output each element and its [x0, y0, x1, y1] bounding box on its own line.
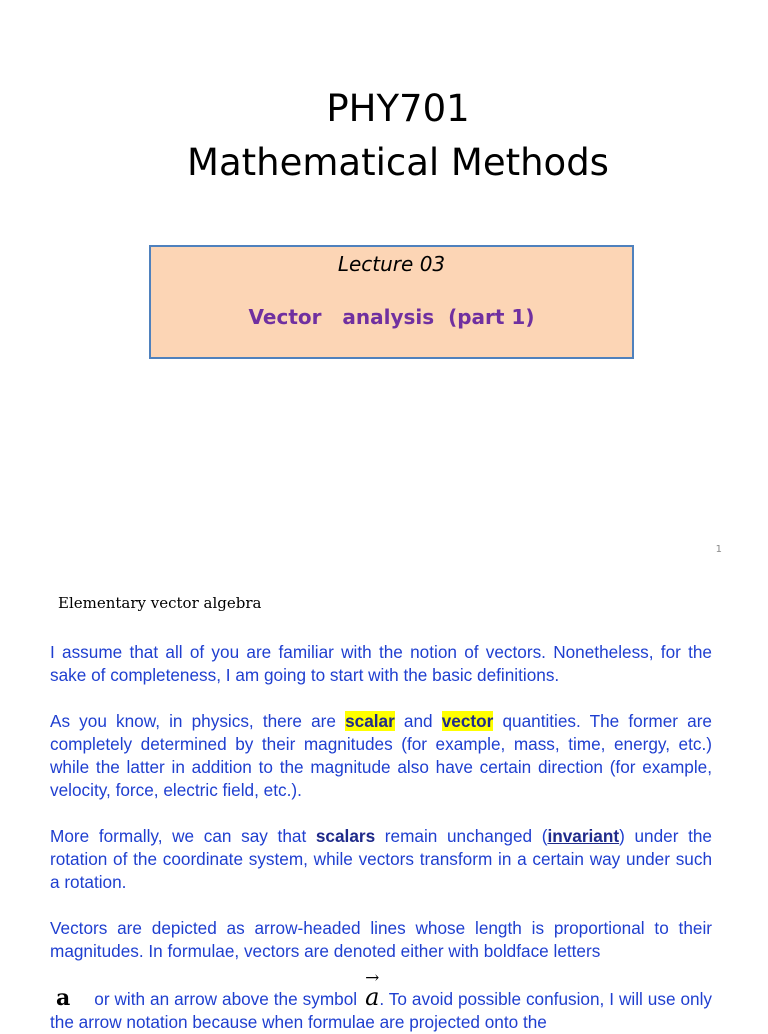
lecture-box: [149, 245, 634, 359]
scalar-term: scalar: [345, 711, 395, 731]
section-heading: Elementary vector algebra: [58, 594, 262, 612]
lecture-number: Lecture 03: [337, 252, 446, 276]
vector-term: vector: [441, 711, 494, 731]
p5-period: .: [379, 989, 385, 1009]
p5-mid: or with an arrow above the symbol: [94, 989, 358, 1009]
paragraph-5: [50, 983, 712, 1034]
p2-intro: As you know, in physics, there are: [50, 711, 346, 731]
course-title: Mathematical Methods: [187, 141, 609, 184]
scalars-term: scalars: [315, 826, 376, 846]
page-number: 1: [715, 544, 722, 555]
p3-rest: ) under the rotation of the coordinate system, while vectors transform in a certain way under such a rotation.: [50, 826, 712, 892]
p5-rest: To avoid possible confusion, I will use only the arrow notation because when formulae are projected onto the: [50, 989, 712, 1032]
p2-and: and: [394, 711, 442, 731]
paragraph-2: [50, 710, 712, 802]
p3-mid: remain unchanged (: [375, 826, 548, 846]
course-code: PHY701: [326, 87, 470, 130]
arrow-a-symbol: → a: [365, 983, 379, 1011]
paragraph-4: Vectors are depicted as arrow-headed lines whose length is proportional to their magnitudes. In formulae, vectors are denoted either with boldface letters: [50, 918, 712, 961]
p2-rest: quantities. The former are completely determined by their magnitudes (for example, mass, time, energy, etc.) while the latter in addition to the magnitude also have certain direction (for example, velocity, force, electric field, etc.).: [50, 711, 712, 800]
slide-title: [0, 82, 768, 190]
paragraph-3: [50, 825, 712, 894]
paragraph-1: I assume that all of you are familiar with the notion of vectors. Nonetheless, for the sake of completeness, I am going to start with the basic definitions.: [50, 642, 712, 685]
p3-intro: More formally, we can say that: [50, 826, 316, 846]
invariant-term: invariant: [547, 826, 620, 846]
lecture-topic: Vector analysis (part 1): [248, 305, 535, 329]
bold-a-symbol: a: [56, 985, 71, 1011]
